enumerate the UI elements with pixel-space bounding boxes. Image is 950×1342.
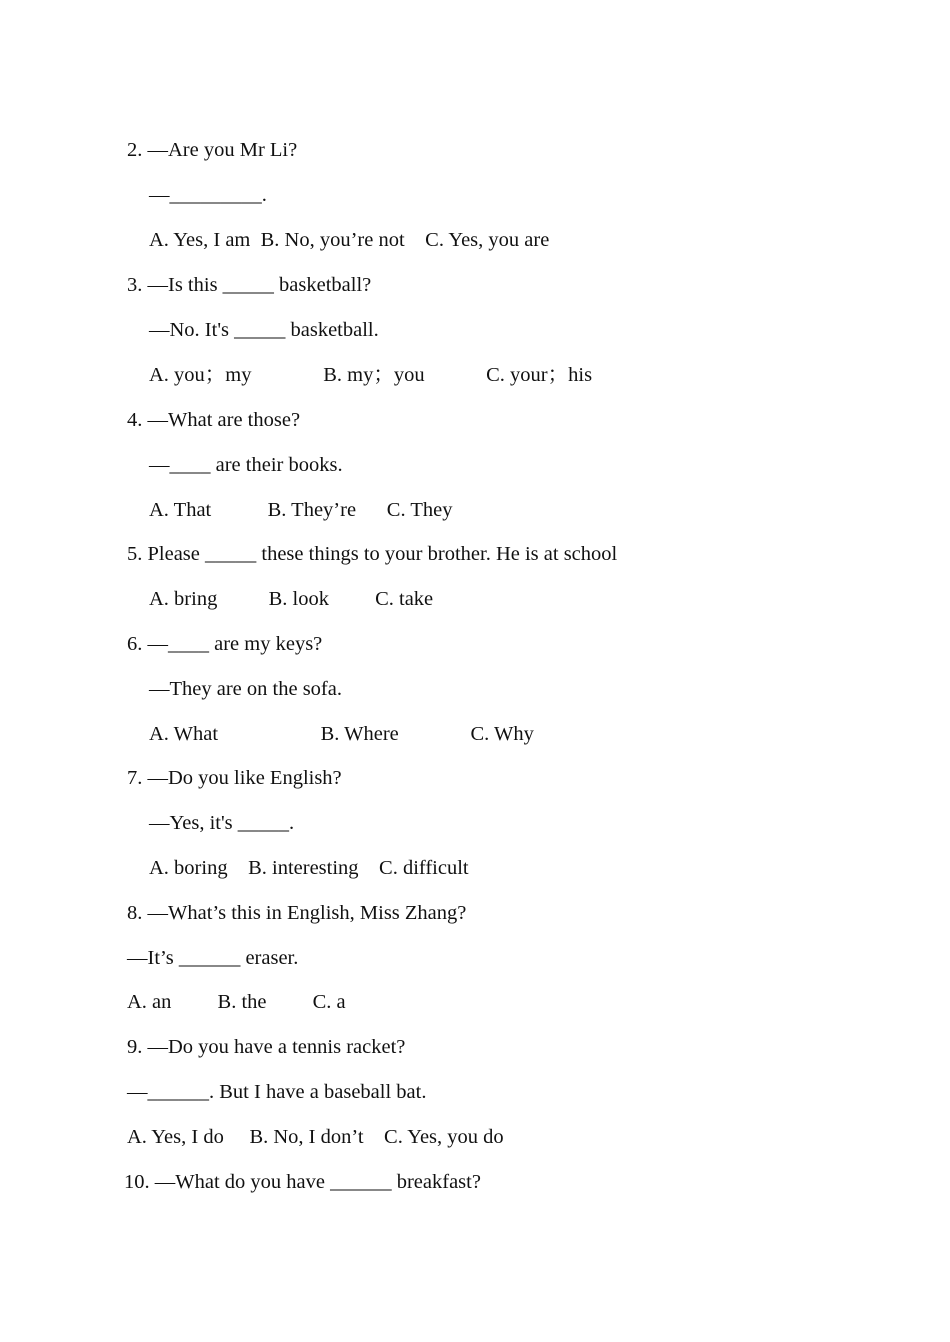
question-3-prompt: 3. —Is this _____ basketball? — [127, 274, 372, 296]
question-6-options: A. What B. Where C. Why — [149, 723, 534, 745]
question-5-options: A. bring B. look C. take — [149, 588, 434, 610]
question-2-options: A. Yes, I am B. No, you’re not C. Yes, you are — [149, 229, 550, 251]
question-4-options: A. That B. They’re C. They — [149, 499, 453, 521]
question-5-prompt: 5. Please _____ these things to your brother. He is at school — [127, 543, 618, 565]
question-4-response: —____ are their books. — [149, 454, 343, 476]
question-6-response: —They are on the sofa. — [149, 678, 342, 700]
question-4-prompt: 4. —What are those? — [127, 409, 301, 431]
question-2-response: —_________. — [149, 184, 267, 206]
question-9-prompt: 9. —Do you have a tennis racket? — [127, 1036, 406, 1058]
question-10-prompt: 10. —What do you have ______ breakfast? — [124, 1171, 481, 1193]
question-2-prompt: 2. —Are you Mr Li? — [127, 139, 298, 161]
question-7-prompt: 7. —Do you like English? — [127, 767, 342, 789]
question-3-options: A. you；my B. my；you C. your；his — [149, 364, 593, 386]
question-7-options: A. boring B. interesting C. difficult — [149, 857, 469, 879]
question-9-response: —______. But I have a baseball bat. — [127, 1081, 427, 1103]
question-8-response: —It’s ______ eraser. — [127, 947, 299, 969]
question-8-options: A. an B. the C. a — [127, 991, 346, 1013]
question-6-prompt: 6. —____ are my keys? — [127, 633, 323, 655]
question-8-prompt: 8. —What’s this in English, Miss Zhang? — [127, 902, 467, 924]
question-9-options: A. Yes, I do B. No, I don’t C. Yes, you do — [127, 1126, 504, 1148]
question-7-response: —Yes, it's _____. — [149, 812, 295, 834]
question-3-response: —No. It's _____ basketball. — [149, 319, 379, 341]
